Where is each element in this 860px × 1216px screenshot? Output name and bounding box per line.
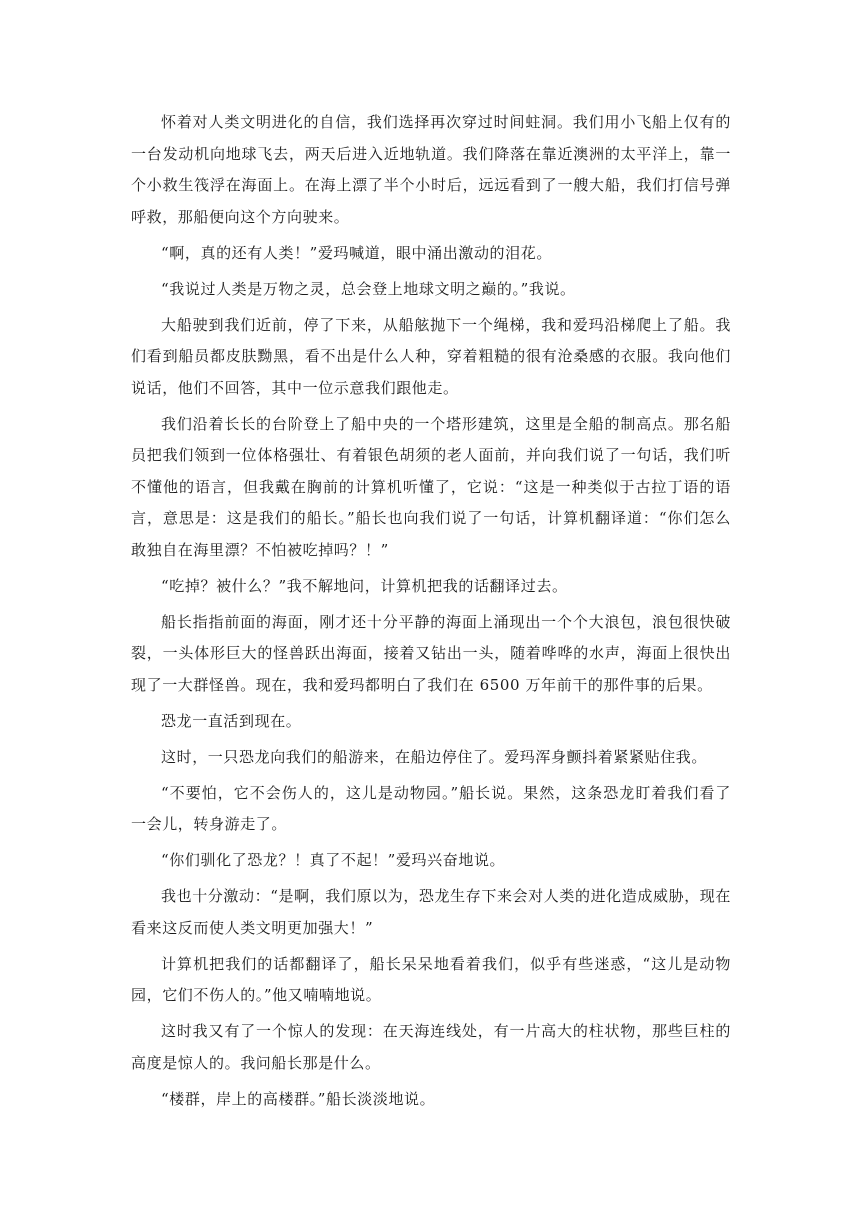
paragraph: 恐龙一直活到现在。 — [161, 711, 302, 730]
paragraph: 我们沿着长长的台阶登上了船中央的一个塔形建筑，这里是全船的制高点。那名船员把我们领到一位体格强壮、有着银色胡须的老人面前，并向我们说了一句话，我们听不懂他的语言，但我戴在胸前的计算机听懂了，它说：“这是一种类似于古拉丁语的语言，意思是：这是我们的船长。”船长也向我们说了一句话，计算机翻译道：“你们怎么敢独自在海里漂？不怕被吃掉吗？！” — [131, 414, 731, 559]
paragraph: “不要怕，它不会伤人的，这儿是动物园。”船长说。果然，这条恐龙盯着我们看了一会儿，转身游走了。 — [131, 783, 731, 833]
paragraph: “你们驯化了恐龙？！真了不起！”爱玛兴奋地说。 — [161, 851, 506, 869]
paragraph: 这时我又有了一个惊人的发现：在天海连线处，有一片高大的柱状物，那些巨柱的高度是惊人的。我问船长那是什么。 — [131, 1022, 731, 1072]
paragraph: “我说过人类是万物之灵，总会登上地球文明之巅的。”我说。 — [161, 279, 576, 298]
story-text-body — [131, 107, 731, 1120]
paragraph: “吃掉？被什么？”我不解地问，计算机把我的话翻译过去。 — [161, 576, 568, 595]
paragraph: 船长指指前面的海面，刚才还十分平静的海面上涌现出一个个大浪包，浪包很快破裂，一头体形巨大的怪兽跃出海面，接着又钻出一头，随着哗哗的水声，海面上很快出现了一大群怪兽。现在，我和爱玛都明白了我们在 6500 万年前干的那件事的后果。 — [131, 612, 731, 694]
paragraph: 大船驶到我们近前，停了下来，从船舷抛下一个绳梯，我和爱玛沿梯爬上了船。我们看到船员都皮肤黝黑，看不出是什么人种，穿着粗糙的很有沧桑感的衣服。我向他们说话，他们不回答，其中一位示意我们跟他走。 — [131, 315, 731, 397]
paragraph: “楼群，岸上的高楼群。”船长淡淡地说。 — [161, 1089, 436, 1108]
paragraph: 我也十分激动：“是啊，我们原以为，恐龙生存下来会对人类的进化造成威胁，现在看来这反而使人类文明更加强大！” — [131, 887, 731, 937]
paragraph: “啊，真的还有人类！”爱玛喊道，眼中涌出激动的泪花。 — [161, 243, 552, 262]
paragraph: 这时，一只恐龙向我们的船游来，在船边停住了。爱玛浑身颤抖着紧紧贴住我。 — [161, 747, 708, 766]
paragraph: 计算机把我们的话都翻译了，船长呆呆地看着我们，似乎有些迷惑，“这儿是动物园，它们不伤人的。”他又喃喃地说。 — [131, 954, 731, 1004]
paragraph: 怀着对人类文明进化的自信，我们选择再次穿过时间蛀洞。我们用小飞船上仅有的一台发动机向地球飞去，两天后进入近地轨道。我们降落在靠近澳洲的太平洋上，靠一个小救生筏浮在海面上。在海上漂了半个小时后，远远看到了一艘大船，我们打信号弹呼救，那船便向这个方向驶来。 — [131, 113, 731, 226]
